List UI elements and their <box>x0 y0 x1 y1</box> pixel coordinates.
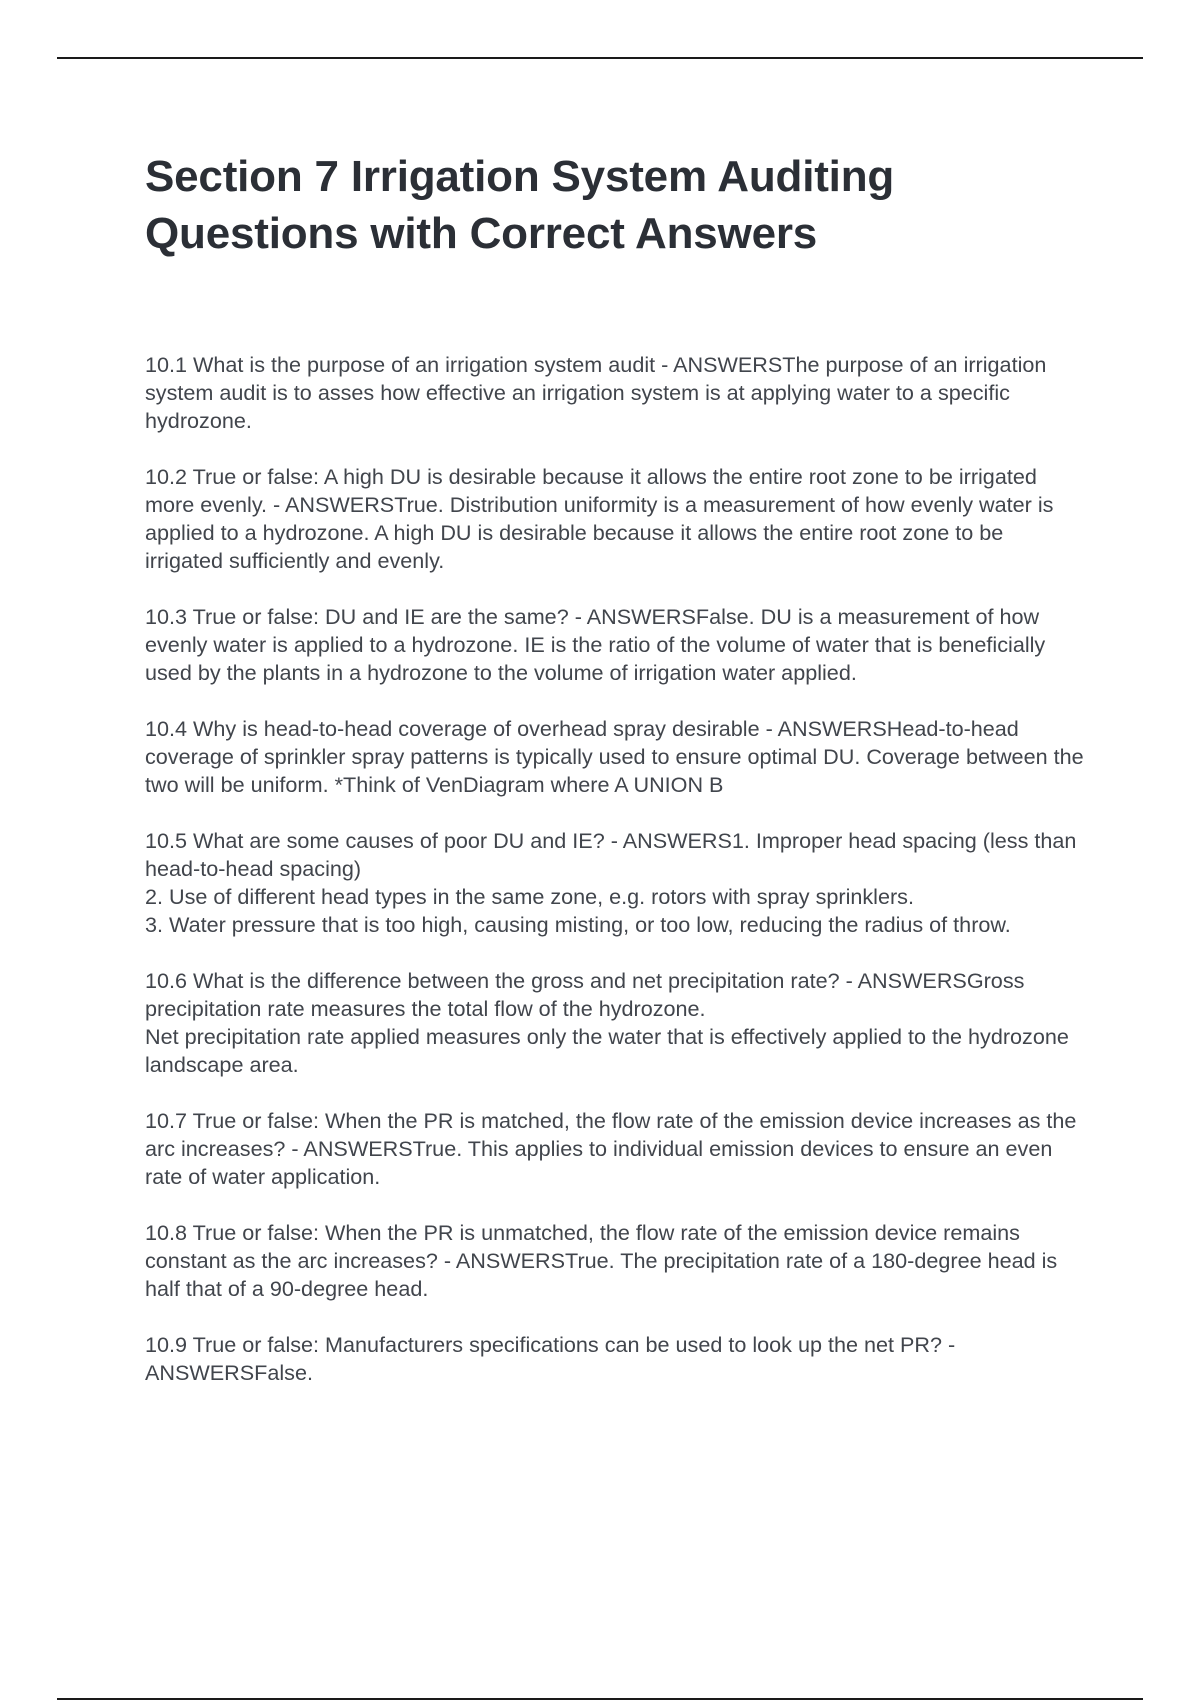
title-line-2: Questions with Correct Answers <box>145 209 818 258</box>
qa-item-10-3: 10.3 True or false: DU and IE are the same? - ANSWERSFalse. DU is a measurement of how evenly water is applied to a hydrozone. IE is the ratio of the volume of water that is beneficially used by the plants in a hydrozone to the volume of irrigation water applied. <box>145 604 1046 685</box>
title-line-1: Section 7 Irrigation System Auditing <box>145 152 895 201</box>
document-body <box>145 148 1085 1415</box>
qa-list <box>145 351 1085 1387</box>
qa-item-10-4: 10.4 Why is head-to-head coverage of overhead spray desirable - ANSWERSHead-to-head coverage of sprinkler spray patterns is typically used to ensure optimal DU. Coverage between the two will be uniform. *Think of VenDiagram where A UNION B <box>145 716 1084 797</box>
qa-item-10-1: 10.1 What is the purpose of an irrigation system audit - ANSWERSThe purpose of an irrigation system audit is to asses how effective an irrigation system is at applying water to a specific hydrozone. <box>145 352 1047 433</box>
qa-item-10-5: 10.5 What are some causes of poor DU and IE? - ANSWERS1. Improper head spacing (less than head-to-head spacing) 2. Use of different head types in the same zone, e.g. rotors with spray sprinklers. 3. Water pressure that is too high, causing misting, or too low, reducing the radius of throw. <box>145 828 1077 937</box>
qa-item-10-6: 10.6 What is the difference between the gross and net precipitation rate? - ANSWERSGross precipitation rate measures the total flow of the hydrozone. Net precipitation rate applied measures only the water that is effectively applied to the hydrozone landscape area. <box>145 968 1069 1077</box>
qa-item-10-7: 10.7 True or false: When the PR is matched, the flow rate of the emission device increases as the arc increases? - ANSWERSTrue. This applies to individual emission devices to ensure an even rate of water application. <box>145 1108 1077 1189</box>
qa-item-10-8: 10.8 True or false: When the PR is unmatched, the flow rate of the emission device remains constant as the arc increases? - ANSWERSTrue. The precipitation rate of a 180-degree head is half that of a 90-degree head. <box>145 1220 1058 1301</box>
qa-item-10-2: 10.2 True or false: A high DU is desirable because it allows the entire root zone to be irrigated more evenly. - ANSWERSTrue. Distribution uniformity is a measurement of how evenly water is applied to a hydrozone. A high DU is desirable because it allows the entire root zone to be irrigated sufficiently and evenly. <box>145 464 1054 573</box>
top-divider <box>57 57 1143 59</box>
qa-item-10-9: 10.9 True or false: Manufacturers specifications can be used to look up the net PR? - ANSWERSFalse. <box>145 1332 956 1385</box>
document-title <box>145 148 1085 262</box>
